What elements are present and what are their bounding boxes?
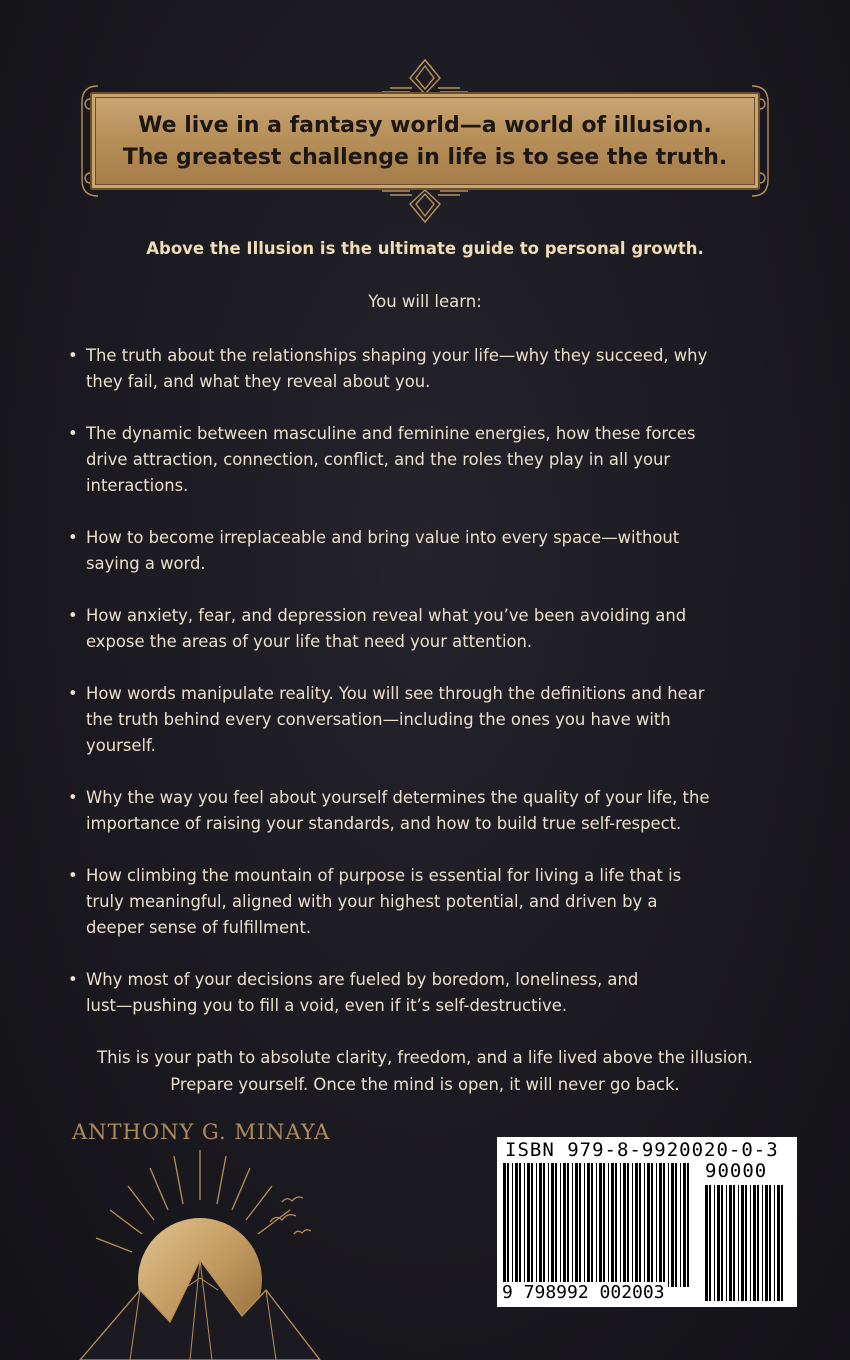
closing-text — [0, 1044, 850, 1098]
banner-bottom-ornament-icon — [380, 188, 470, 224]
intro-text: Above the Illusion is the ultimate guide to personal growth. — [146, 239, 704, 258]
bullet-dot-icon: • — [68, 866, 78, 885]
barcode-bar — [644, 1163, 645, 1287]
barcode-bar — [548, 1163, 549, 1287]
barcode-bar — [587, 1163, 590, 1287]
bullet-dot-icon: • — [68, 528, 78, 547]
barcode-bar — [608, 1163, 609, 1287]
barcode-bar — [659, 1163, 662, 1287]
bullet-line: Why the way you feel about yourself determines the quality of your life, the — [86, 788, 710, 807]
barcode-bar — [512, 1163, 513, 1287]
barcode-bar — [507, 1163, 509, 1287]
barcode-bar — [721, 1185, 723, 1301]
barcode-bar — [615, 1163, 617, 1287]
ean-digits: 9 798992 002003 — [502, 1282, 665, 1303]
barcode-bar — [656, 1163, 657, 1287]
barcode-bar — [671, 1163, 674, 1287]
barcode-bar — [524, 1163, 525, 1287]
barcode-bar — [709, 1185, 711, 1301]
bullet-line: drive attraction, connection, conflict, and the roles they play in all your — [86, 450, 671, 469]
sun-mountain-emblem-icon — [70, 1140, 330, 1360]
barcode-bar — [543, 1163, 545, 1287]
barcode-bar — [675, 1163, 677, 1287]
barcode-bar — [515, 1163, 518, 1287]
barcode-bars-addon — [705, 1185, 789, 1301]
barcode-bar — [781, 1185, 783, 1301]
barcode-bar — [536, 1163, 537, 1287]
bullet-line: truly meaningful, aligned with your highest potential, and driven by a — [86, 892, 658, 911]
bullet-dot-icon: • — [68, 424, 78, 443]
barcode-bar — [757, 1185, 759, 1301]
barcode-bar — [726, 1185, 727, 1301]
barcode-bar — [741, 1185, 744, 1301]
barcode-bar — [611, 1163, 614, 1287]
barcode-bar — [777, 1185, 780, 1301]
bullet-dot-icon: • — [68, 788, 78, 807]
bullet-line: lust—pushing you to fill a void, even if it’s self-destructive. — [86, 996, 568, 1015]
barcode-bar — [591, 1163, 593, 1287]
barcode-bar — [762, 1185, 763, 1301]
price-code: 90000 — [705, 1160, 768, 1182]
barcode-bar — [651, 1163, 653, 1287]
barcode-bar — [560, 1163, 561, 1287]
bullet-item — [68, 525, 768, 577]
bullet-line: interactions. — [86, 476, 189, 495]
bullet-item — [68, 343, 768, 395]
barcode-bar — [575, 1163, 578, 1287]
barcode-bar — [774, 1185, 775, 1301]
mountains — [80, 1260, 320, 1360]
bullet-item — [68, 681, 768, 759]
bullet-line: The dynamic between masculine and feminine energies, how these forces — [86, 424, 696, 443]
barcode-bar — [584, 1163, 585, 1287]
barcode-bar — [596, 1163, 597, 1287]
banner-top-ornament-icon — [380, 58, 470, 96]
barcode-bar — [623, 1163, 626, 1287]
barcode-bar — [527, 1163, 530, 1287]
barcode-bar — [663, 1163, 665, 1287]
isbn-label: ISBN 979-8-9920020-0-3 — [505, 1139, 779, 1161]
isbn-barcode — [497, 1137, 797, 1307]
barcode-bar — [551, 1163, 554, 1287]
bullet-line: The truth about the relationships shaping your life—why they succeed, why — [86, 346, 708, 365]
bullet-line: How to become irreplaceable and bring value into every space—without — [86, 528, 680, 547]
bullet-item — [68, 603, 768, 655]
bullet-dot-icon: • — [68, 970, 78, 989]
barcode-bar — [738, 1185, 739, 1301]
barcode-bar — [705, 1185, 708, 1301]
bullet-line: they fail, and what they reveal about you. — [86, 372, 431, 391]
barcode-bar — [745, 1185, 747, 1301]
barcode-bar — [539, 1163, 542, 1287]
barcode-bar — [717, 1185, 720, 1301]
barcode-bar — [572, 1163, 573, 1287]
barcode-bars-main — [503, 1163, 695, 1287]
barcode-bar — [668, 1163, 669, 1287]
barcode-bar — [733, 1185, 735, 1301]
author-name: ANTHONY G. MINAYA — [72, 1120, 331, 1144]
barcode-bar — [647, 1163, 650, 1287]
bullet-line: How anxiety, fear, and depression reveal what you’ve been avoiding and — [86, 606, 687, 625]
quote-banner — [90, 92, 760, 190]
bullet-dot-icon: • — [68, 346, 78, 365]
barcode-bar — [765, 1185, 768, 1301]
barcode-bar — [503, 1163, 506, 1287]
bullet-line: Why most of your decisions are fueled by boredom, loneliness, and — [86, 970, 639, 989]
barcode-bar — [750, 1185, 751, 1301]
bullet-line: saying a word. — [86, 554, 206, 573]
closing-line-2: Prepare yourself. Once the mind is open, it will never go back. — [170, 1075, 680, 1094]
bullet-line: importance of raising your standards, and how to build true self-respect. — [86, 814, 682, 833]
barcode-bar — [620, 1163, 621, 1287]
barcode-bar — [714, 1185, 715, 1301]
barcode-bar — [639, 1163, 641, 1287]
bullet-dot-icon: • — [68, 684, 78, 703]
barcode-bar — [680, 1163, 681, 1287]
barcode-bar — [519, 1163, 521, 1287]
bullet-line: deeper sense of fulfillment. — [86, 918, 312, 937]
barcode-bar — [555, 1163, 557, 1287]
bullet-line: How words manipulate reality. You will see through the definitions and hear — [86, 684, 705, 703]
barcode-bar — [632, 1163, 633, 1287]
closing-line-1: This is your path to absolute clarity, freedom, and a life lived above the illusion. — [97, 1048, 753, 1067]
birds-icon — [270, 1197, 311, 1234]
bullet-list — [68, 343, 768, 1019]
barcode-bar — [769, 1185, 771, 1301]
barcode-bar — [729, 1185, 732, 1301]
barcode-bar — [635, 1163, 638, 1287]
barcode-bar — [599, 1163, 602, 1287]
barcode-bar — [567, 1163, 569, 1287]
bullet-line: expose the areas of your life that need your attention. — [86, 632, 533, 651]
banner-line-1: We live in a fantasy world—a world of illusion. — [138, 113, 712, 138]
bullet-item — [68, 967, 768, 1019]
banner-line-2: The greatest challenge in life is to see the truth. — [122, 145, 728, 170]
bullet-line: the truth behind every conversation—including the ones you have with — [86, 710, 671, 729]
barcode-bar — [563, 1163, 566, 1287]
bullet-item — [68, 863, 768, 941]
bullet-line: How climbing the mountain of purpose is essential for living a life that is — [86, 866, 682, 885]
barcode-bar — [683, 1163, 686, 1287]
barcode-bar — [603, 1163, 605, 1287]
barcode-bar — [687, 1163, 689, 1287]
bullet-item — [68, 421, 768, 499]
barcode-bar — [531, 1163, 533, 1287]
barcode-bar — [627, 1163, 629, 1287]
bullet-item — [68, 785, 768, 837]
bullet-line: yourself. — [86, 736, 156, 755]
bullet-dot-icon: • — [68, 606, 78, 625]
learn-heading: You will learn: — [368, 292, 482, 311]
barcode-bar — [753, 1185, 756, 1301]
barcode-bar — [579, 1163, 581, 1287]
